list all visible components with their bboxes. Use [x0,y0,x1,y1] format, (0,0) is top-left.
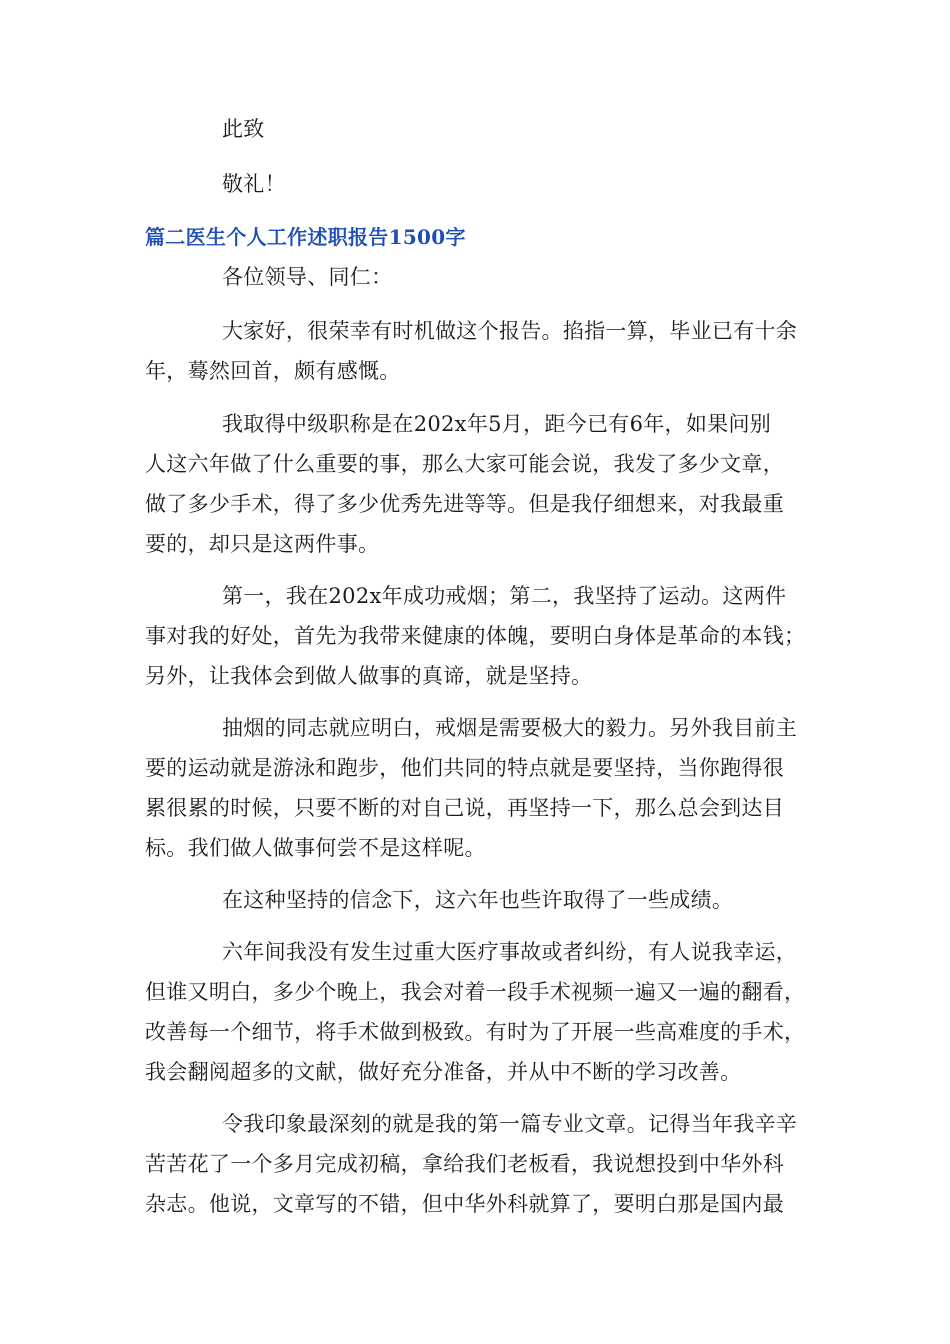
body-line: 标。我们做人做事何尝不是这样呢。 [145,836,486,860]
body-line: 第一，我在202x年成功戒烟；第二，我坚持了运动。这两件 [222,584,787,608]
body-line: 杂志。他说，文章写的不错，但中华外科就算了，要明白那是国内最 [145,1192,784,1216]
body-line: 我取得中级职称是在202x年5月，距今已有6年，如果问别 [222,412,772,436]
body-line: 年，蓦然回首，颇有感慨。 [145,359,401,383]
body-line: 要的运动就是游泳和跑步，他们共同的特点就是要坚持，当你跑得很 [145,756,784,780]
section-title: 篇二医生个人工作述职报告1500字 [145,225,466,249]
body-line: 累很累的时候，只要不断的对自己说，再坚持一下，那么总会到达目 [145,796,784,820]
body-line: 做了多少手术，得了多少优秀先进等等。但是我仔细想来，对我最重 [145,492,784,516]
body-line: 我会翻阅超多的文献，做好充分准备，并从中不断的学习改善。 [145,1060,742,1084]
salutation: 各位领导、同仁： [222,265,393,289]
closing-line-2: 敬礼！ [222,172,286,196]
closing-line-1: 此致 [222,117,265,141]
body-line: 大家好，很荣幸有时机做这个报告。掐指一算，毕业已有十余 [222,319,798,343]
body-line: 人这六年做了什么重要的事，那么大家可能会说，我发了多少文章， [145,452,784,476]
body-line: 苦苦花了一个多月完成初稿，拿给我们老板看，我说想投到中华外科 [145,1152,784,1176]
body-line: 在这种坚持的信念下，这六年也些许取得了一些成绩。 [222,888,734,912]
body-line: 六年间我没有发生过重大医疗事故或者纠纷，有人说我幸运， [222,940,798,964]
body-line: 抽烟的同志就应明白，戒烟是需要极大的毅力。另外我目前主 [222,716,798,740]
body-line: 但谁又明白，多少个晚上，我会对着一段手术视频一遍又一遍的翻看， [145,980,806,1004]
body-line: 事对我的好处，首先为我带来健康的体魄，要明白身体是革命的本钱； [145,624,806,648]
body-line: 令我印象最深刻的就是我的第一篇专业文章。记得当年我辛辛 [222,1112,798,1136]
body-line: 要的，却只是这两件事。 [145,532,380,556]
body-line: 另外，让我体会到做人做事的真谛，就是坚持。 [145,664,593,688]
body-line: 改善每一个细节，将手术做到极致。有时为了开展一些高难度的手术， [145,1020,806,1044]
